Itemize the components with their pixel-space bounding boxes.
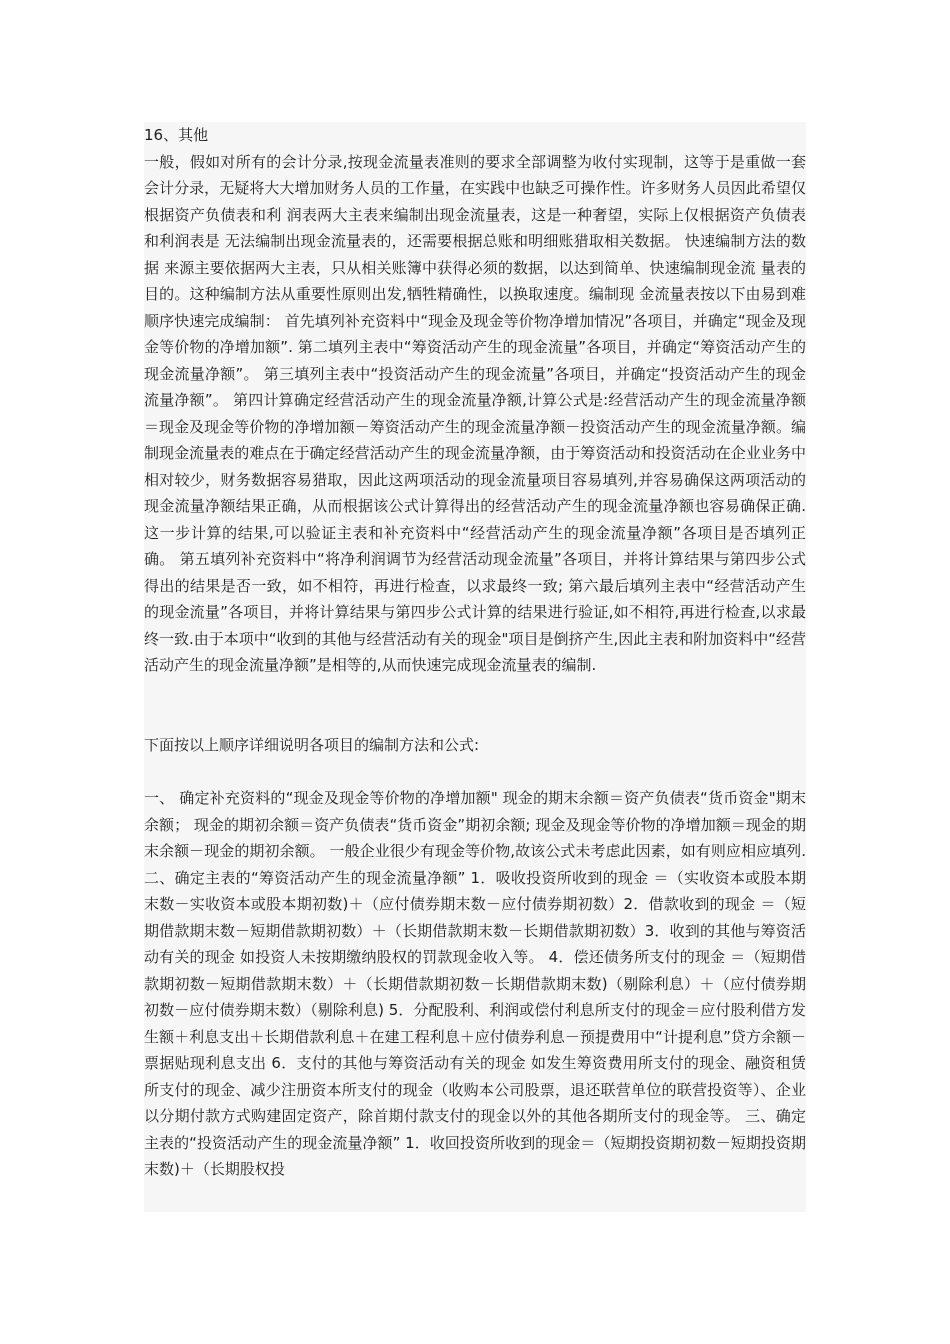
paragraph-spacer — [144, 679, 806, 732]
paragraph-methods: 一、 确定补充资料的“现金及现金等价物的净增加额" 现金的期末余额＝资产负债表“货币资金"期末余额； 现金的期初余额＝资产负债表“货币资金”期初余额; 现金及现金等价物的净增加额＝现金的期末余额－现金的期初余额。 一般企业很少有现金等价物,故该公式未考虑此因素，如有则应相应填列. 二、确定主表的“筹资活动产生的现金流量净额” 1．吸收投资所收到的现金 ＝（实收资本或股本期末数－实收资本或股本期初数)＋（应付债券期末数－应付债券期初数）2．借款收到的现金 ＝（短期借款期末数－短期借款期初数）＋（长期借款期末数－长期借款期初数）3．收到的其他与筹资活动有关的现金 如投资人未按期缴纳股权的罚款现金收入等。 4．偿还债务所支付的现金 ＝（短期借款期初数－短期借款期末数）＋（长期借款期初数－长期借款期末数)（剔除利息）＋（应付债券期初数－应付债券期末数）（剔除利息) 5．分配股利、利润或偿付利息所支付的现金＝应付股利借方发生额＋利息支出＋长期借款利息＋在建工程利息＋应付债券利息－预提费用中“计提利息”贷方余额－票据贴现利息支出 6．支付的其他与筹资活动有关的现金 如发生筹资费用所支付的现金、融资租赁所支付的现金、减少注册资本所支付的现金（收购本公司股票，退还联营单位的联营投资等）、企业以分期付款方式购建固定资产，除首期付款支付的现金以外的其他各期所支付的现金等。 三、确定主表的“投资活动产生的现金流量净额” 1．收回投资所收到的现金＝（短期投资期初数－短期投资期末数)＋（长期股权投 — [144, 789, 806, 1178]
paragraph-spacer — [144, 758, 806, 785]
section-heading: 16、其他 — [144, 126, 209, 144]
paragraph-lead-in: 下面按以上顺序详细说明各项目的编制方法和公式: — [144, 735, 480, 754]
document-body — [144, 122, 806, 1212]
paragraph-intro: 一般，假如对所有的会计分录,按现金流量表准则的要求全部调整为收付实现制，这等于是重做一套会计分录，无疑将大大增加财务人员的工作量，在实践中也缺乏可操作性。许多财务人员因此希望仅根据资产负债表和利 润表两大主表来编制出现金流量表，这是一种奢望，实际上仅根据资产负债表和利润表是 无法编制出现金流量表的，还需要根据总账和明细账猎取相关数据。 快速编制方法的数据 来源主要依据两大主表，只从相关账簿中获得必须的数据，以达到简单、快速编制现金流 量表的目的。这种编制方法从重要性原则出发,牺牲精确性，以换取速度。编制现 金流量表按以下由易到难顺序快速完成编制： 首先填列补充资料中“现金及现金等价物净增加情况”各项目，并确定“现金及现金等价物的净增加额”. 第二填列主表中“筹资活动产生的现金流量”各项目，并确定“筹资活动产生的现金流量净额”。 第三填列主表中“投资活动产生的现金流量”各项目，并确定“投资活动产生的现金流量净额”。 第四计算确定经营活动产生的现金流量净额,计算公式是:经营活动产生的现金流量净额＝现金及现金等价物的净增加额－筹资活动产生的现金流量净额－投资活动产生的现金流量净额。编制现金流量表的难点在于确定经营活动产生的现金流量净额，由于筹资活动和投资活动在企业业务中相对较少，财务数据容易猎取，因此这两项活动的现金流量项目容易填列,并容易确保这两项活动的现金流量净额结果正确，从而根据该公式计算得出的经营活动产生的现金流量净额也容易确保正确.这一步计算的结果,可以验证主表和补充资料中“经营活动产生的现金流量净额”各项目是否填列正确。 第五填列补充资料中“将净利润调节为经营活动现金流量”各项目，并将计算结果与第四步公式得出的结果是否一致，如不相符，再进行检查，以求最终一致; 第六最后填列主表中“经营活动产生的现金流量”各项目，并将计算结果与第四步公式计算的结果进行验证,如不相符,再进行检查,以求最终一致.由于本项中“收到的其他与经营活动有关的现金"项目是倒挤产生,因此主表和附加资料中“经营活动产生的现金流量净额”是相等的,从而快速完成现金流量表的编制. — [144, 152, 806, 674]
